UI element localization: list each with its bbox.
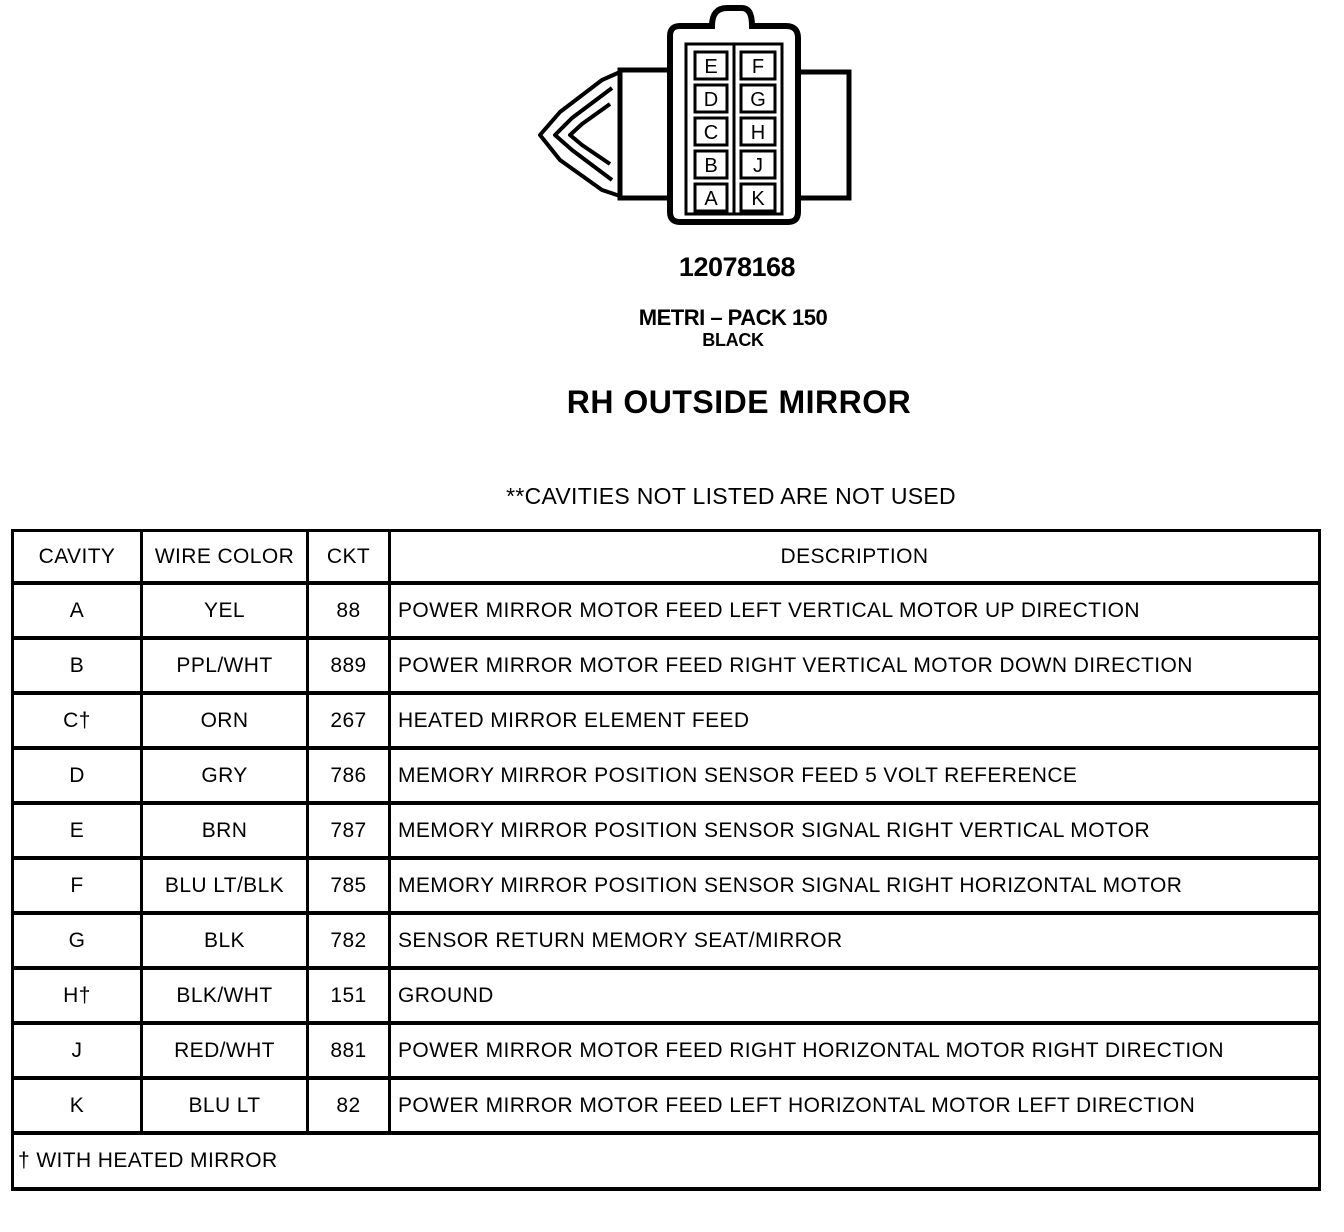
cell-ckt: 881 xyxy=(308,1023,390,1078)
cell-description: GROUND xyxy=(390,968,1320,1023)
cell-cavity: H† xyxy=(13,968,142,1023)
cell-ckt: 787 xyxy=(308,803,390,858)
cell-wire-color: BRN xyxy=(142,803,308,858)
cell-description: POWER MIRROR MOTOR FEED RIGHT VERTICAL MOTOR DOWN DIRECTION xyxy=(390,638,1320,693)
cell-wire-color: BLK xyxy=(142,913,308,968)
table-row xyxy=(13,583,1320,638)
connector-color: BLACK xyxy=(702,330,764,350)
cell-cavity: K xyxy=(13,1078,142,1133)
cell-cavity: C† xyxy=(13,693,142,748)
connector-flange-left xyxy=(620,70,670,198)
cell-wire-color: BLU LT/BLK xyxy=(142,858,308,913)
cell-ckt: 786 xyxy=(308,748,390,803)
connector-part-number: 12078168 xyxy=(678,252,796,282)
cell-ckt: 889 xyxy=(308,638,390,693)
cell-wire-color: BLK/WHT xyxy=(142,968,308,1023)
table-header-row xyxy=(13,531,1320,584)
cavity-label-h: H xyxy=(750,122,766,144)
cell-wire-color: RED/WHT xyxy=(142,1023,308,1078)
table-row xyxy=(13,1078,1320,1133)
cavity-label-b: B xyxy=(704,155,718,177)
table-row xyxy=(13,858,1320,913)
cell-cavity: G xyxy=(13,913,142,968)
cavity-label-a: A xyxy=(704,188,718,210)
cavity-label-e: E xyxy=(704,56,718,78)
cell-wire-color: ORN xyxy=(142,693,308,748)
connector-diagram xyxy=(520,0,870,240)
cavity-label-j: J xyxy=(753,155,763,177)
cell-ckt: 82 xyxy=(308,1078,390,1133)
cell-cavity: J xyxy=(13,1023,142,1078)
cell-ckt: 782 xyxy=(308,913,390,968)
header-ckt: CKT xyxy=(308,531,390,584)
cell-ckt: 88 xyxy=(308,583,390,638)
cell-wire-color: YEL xyxy=(142,583,308,638)
cell-description: POWER MIRROR MOTOR FEED LEFT HORIZONTAL MOTOR LEFT DIRECTION xyxy=(390,1078,1320,1133)
cell-wire-color: BLU LT xyxy=(142,1078,308,1133)
header-wire-color: WIRE COLOR xyxy=(142,531,308,584)
cavity-label-k: K xyxy=(751,188,765,210)
cell-cavity: D xyxy=(13,748,142,803)
cell-cavity: F xyxy=(13,858,142,913)
cell-cavity: E xyxy=(13,803,142,858)
table-row xyxy=(13,638,1320,693)
table-row xyxy=(13,748,1320,803)
cell-ckt: 267 xyxy=(308,693,390,748)
header-cavity: CAVITY xyxy=(13,531,142,584)
cell-description: MEMORY MIRROR POSITION SENSOR SIGNAL RIGHT HORIZONTAL MOTOR xyxy=(390,858,1320,913)
table-row xyxy=(13,1023,1320,1078)
cavity-label-c: C xyxy=(703,122,719,144)
cell-wire-color: PPL/WHT xyxy=(142,638,308,693)
cell-description: SENSOR RETURN MEMORY SEAT/MIRROR xyxy=(390,913,1320,968)
cell-wire-color: GRY xyxy=(142,748,308,803)
table-row xyxy=(13,913,1320,968)
cavity-label-g: G xyxy=(750,89,766,111)
cavity-label-f: F xyxy=(751,56,765,78)
table-row xyxy=(13,968,1320,1023)
pinout-table xyxy=(11,529,1321,1191)
connector-family: METRI – PACK 150 xyxy=(638,305,828,330)
connector-flange-right xyxy=(796,72,849,198)
table-row xyxy=(13,693,1320,748)
cavity-label-d: D xyxy=(703,89,719,111)
cell-description: HEATED MIRROR ELEMENT FEED xyxy=(390,693,1320,748)
cell-ckt: 151 xyxy=(308,968,390,1023)
cell-description: MEMORY MIRROR POSITION SENSOR SIGNAL RIGHT VERTICAL MOTOR xyxy=(390,803,1320,858)
unused-cavities-note: **CAVITIES NOT LISTED ARE NOT USED xyxy=(506,483,956,509)
cell-ckt: 785 xyxy=(308,858,390,913)
cell-description: MEMORY MIRROR POSITION SENSOR FEED 5 VOLT REFERENCE xyxy=(390,748,1320,803)
page-title: RH OUTSIDE MIRROR xyxy=(566,384,912,420)
cell-cavity: B xyxy=(13,638,142,693)
cell-cavity: A xyxy=(13,583,142,638)
cell-description: POWER MIRROR MOTOR FEED RIGHT HORIZONTAL MOTOR RIGHT DIRECTION xyxy=(390,1023,1320,1078)
table-row xyxy=(13,803,1320,858)
header-description: DESCRIPTION xyxy=(390,531,1320,584)
cell-description: POWER MIRROR MOTOR FEED LEFT VERTICAL MOTOR UP DIRECTION xyxy=(390,583,1320,638)
connector-wire-bundle xyxy=(540,72,620,196)
footnote: † WITH HEATED MIRROR xyxy=(13,1133,1320,1189)
table-footnote-row xyxy=(13,1133,1320,1189)
